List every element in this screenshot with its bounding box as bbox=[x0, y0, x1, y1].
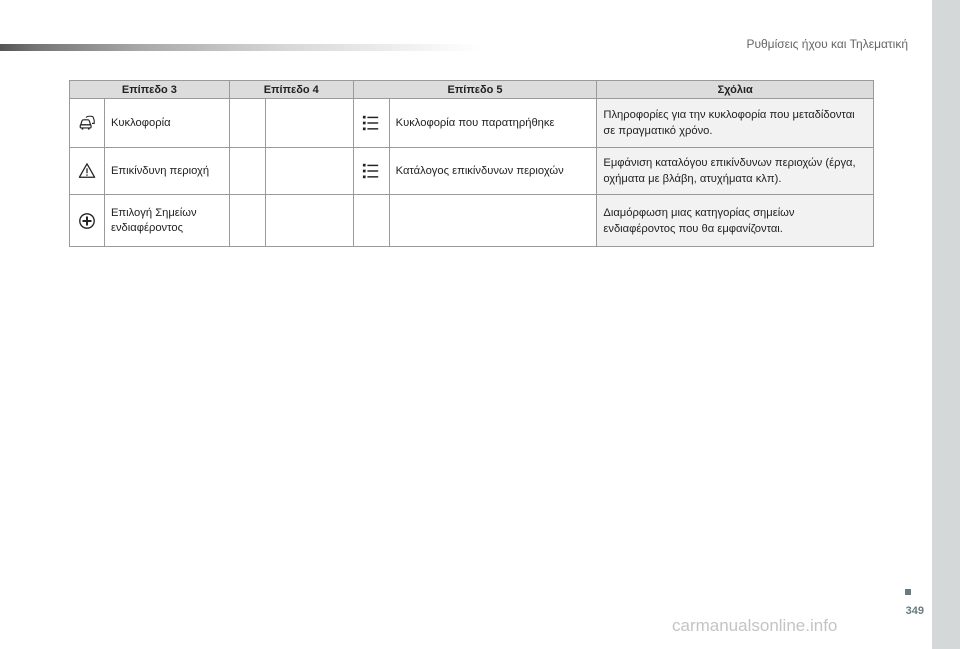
level4-label bbox=[265, 148, 353, 195]
level3-icon-cell bbox=[70, 148, 105, 195]
level4-icon-cell bbox=[229, 195, 265, 247]
page-marker bbox=[905, 589, 911, 595]
level4-label bbox=[265, 195, 353, 247]
car-traffic-icon bbox=[78, 114, 96, 132]
settings-table bbox=[69, 80, 874, 247]
header-gradient-bar bbox=[0, 44, 480, 51]
level5-label: Κατάλογος επικίνδυνων περιοχών bbox=[389, 148, 597, 195]
level3-label: Επικίνδυνη περιοχή bbox=[104, 148, 229, 195]
list-icon bbox=[362, 114, 380, 132]
list-icon bbox=[362, 162, 380, 180]
page-number: 349 bbox=[905, 605, 924, 617]
warning-triangle-icon bbox=[78, 162, 96, 180]
level5-icon-cell bbox=[353, 148, 389, 195]
comment-cell: Διαμόρφωση μιας κατηγορίας σημείων ενδιαφέροντος που θα εμφανίζονται. bbox=[597, 195, 874, 247]
level3-label: Επιλογή Σημείων ενδιαφέροντος bbox=[104, 195, 229, 247]
level3-icon-cell bbox=[70, 195, 105, 247]
level5-label bbox=[389, 195, 597, 247]
header-level-3: Επίπεδο 3 bbox=[70, 81, 230, 99]
level5-icon-cell bbox=[353, 195, 389, 247]
level3-icon-cell bbox=[70, 99, 105, 148]
side-bar bbox=[932, 0, 960, 649]
header-comments: Σχόλια bbox=[597, 81, 874, 99]
poi-plus-icon bbox=[78, 212, 96, 230]
comment-cell: Εμφάνιση καταλόγου επικίνδυνων περιοχών (έργα, οχήματα με βλάβη, ατυχήματα κλπ). bbox=[597, 148, 874, 195]
watermark: carmanualsonline.info bbox=[672, 616, 838, 635]
table-row bbox=[70, 195, 874, 247]
level3-label: Κυκλοφορία bbox=[104, 99, 229, 148]
level4-label bbox=[265, 99, 353, 148]
level4-icon-cell bbox=[229, 148, 265, 195]
comment-cell: Πληροφορίες για την κυκλοφορία που μεταδίδονται σε πραγματικό χρόνο. bbox=[597, 99, 874, 148]
header-level-5: Επίπεδο 5 bbox=[353, 81, 597, 99]
table-header-row bbox=[70, 81, 874, 99]
level5-icon-cell bbox=[353, 99, 389, 148]
table-row bbox=[70, 99, 874, 148]
level4-icon-cell bbox=[229, 99, 265, 148]
header-level-4: Επίπεδο 4 bbox=[229, 81, 353, 99]
level5-label: Κυκλοφορία που παρατηρήθηκε bbox=[389, 99, 597, 148]
page-header-title: Ρυθμίσεις ήχου και Τηλεματική bbox=[746, 37, 908, 51]
table-row bbox=[70, 148, 874, 195]
